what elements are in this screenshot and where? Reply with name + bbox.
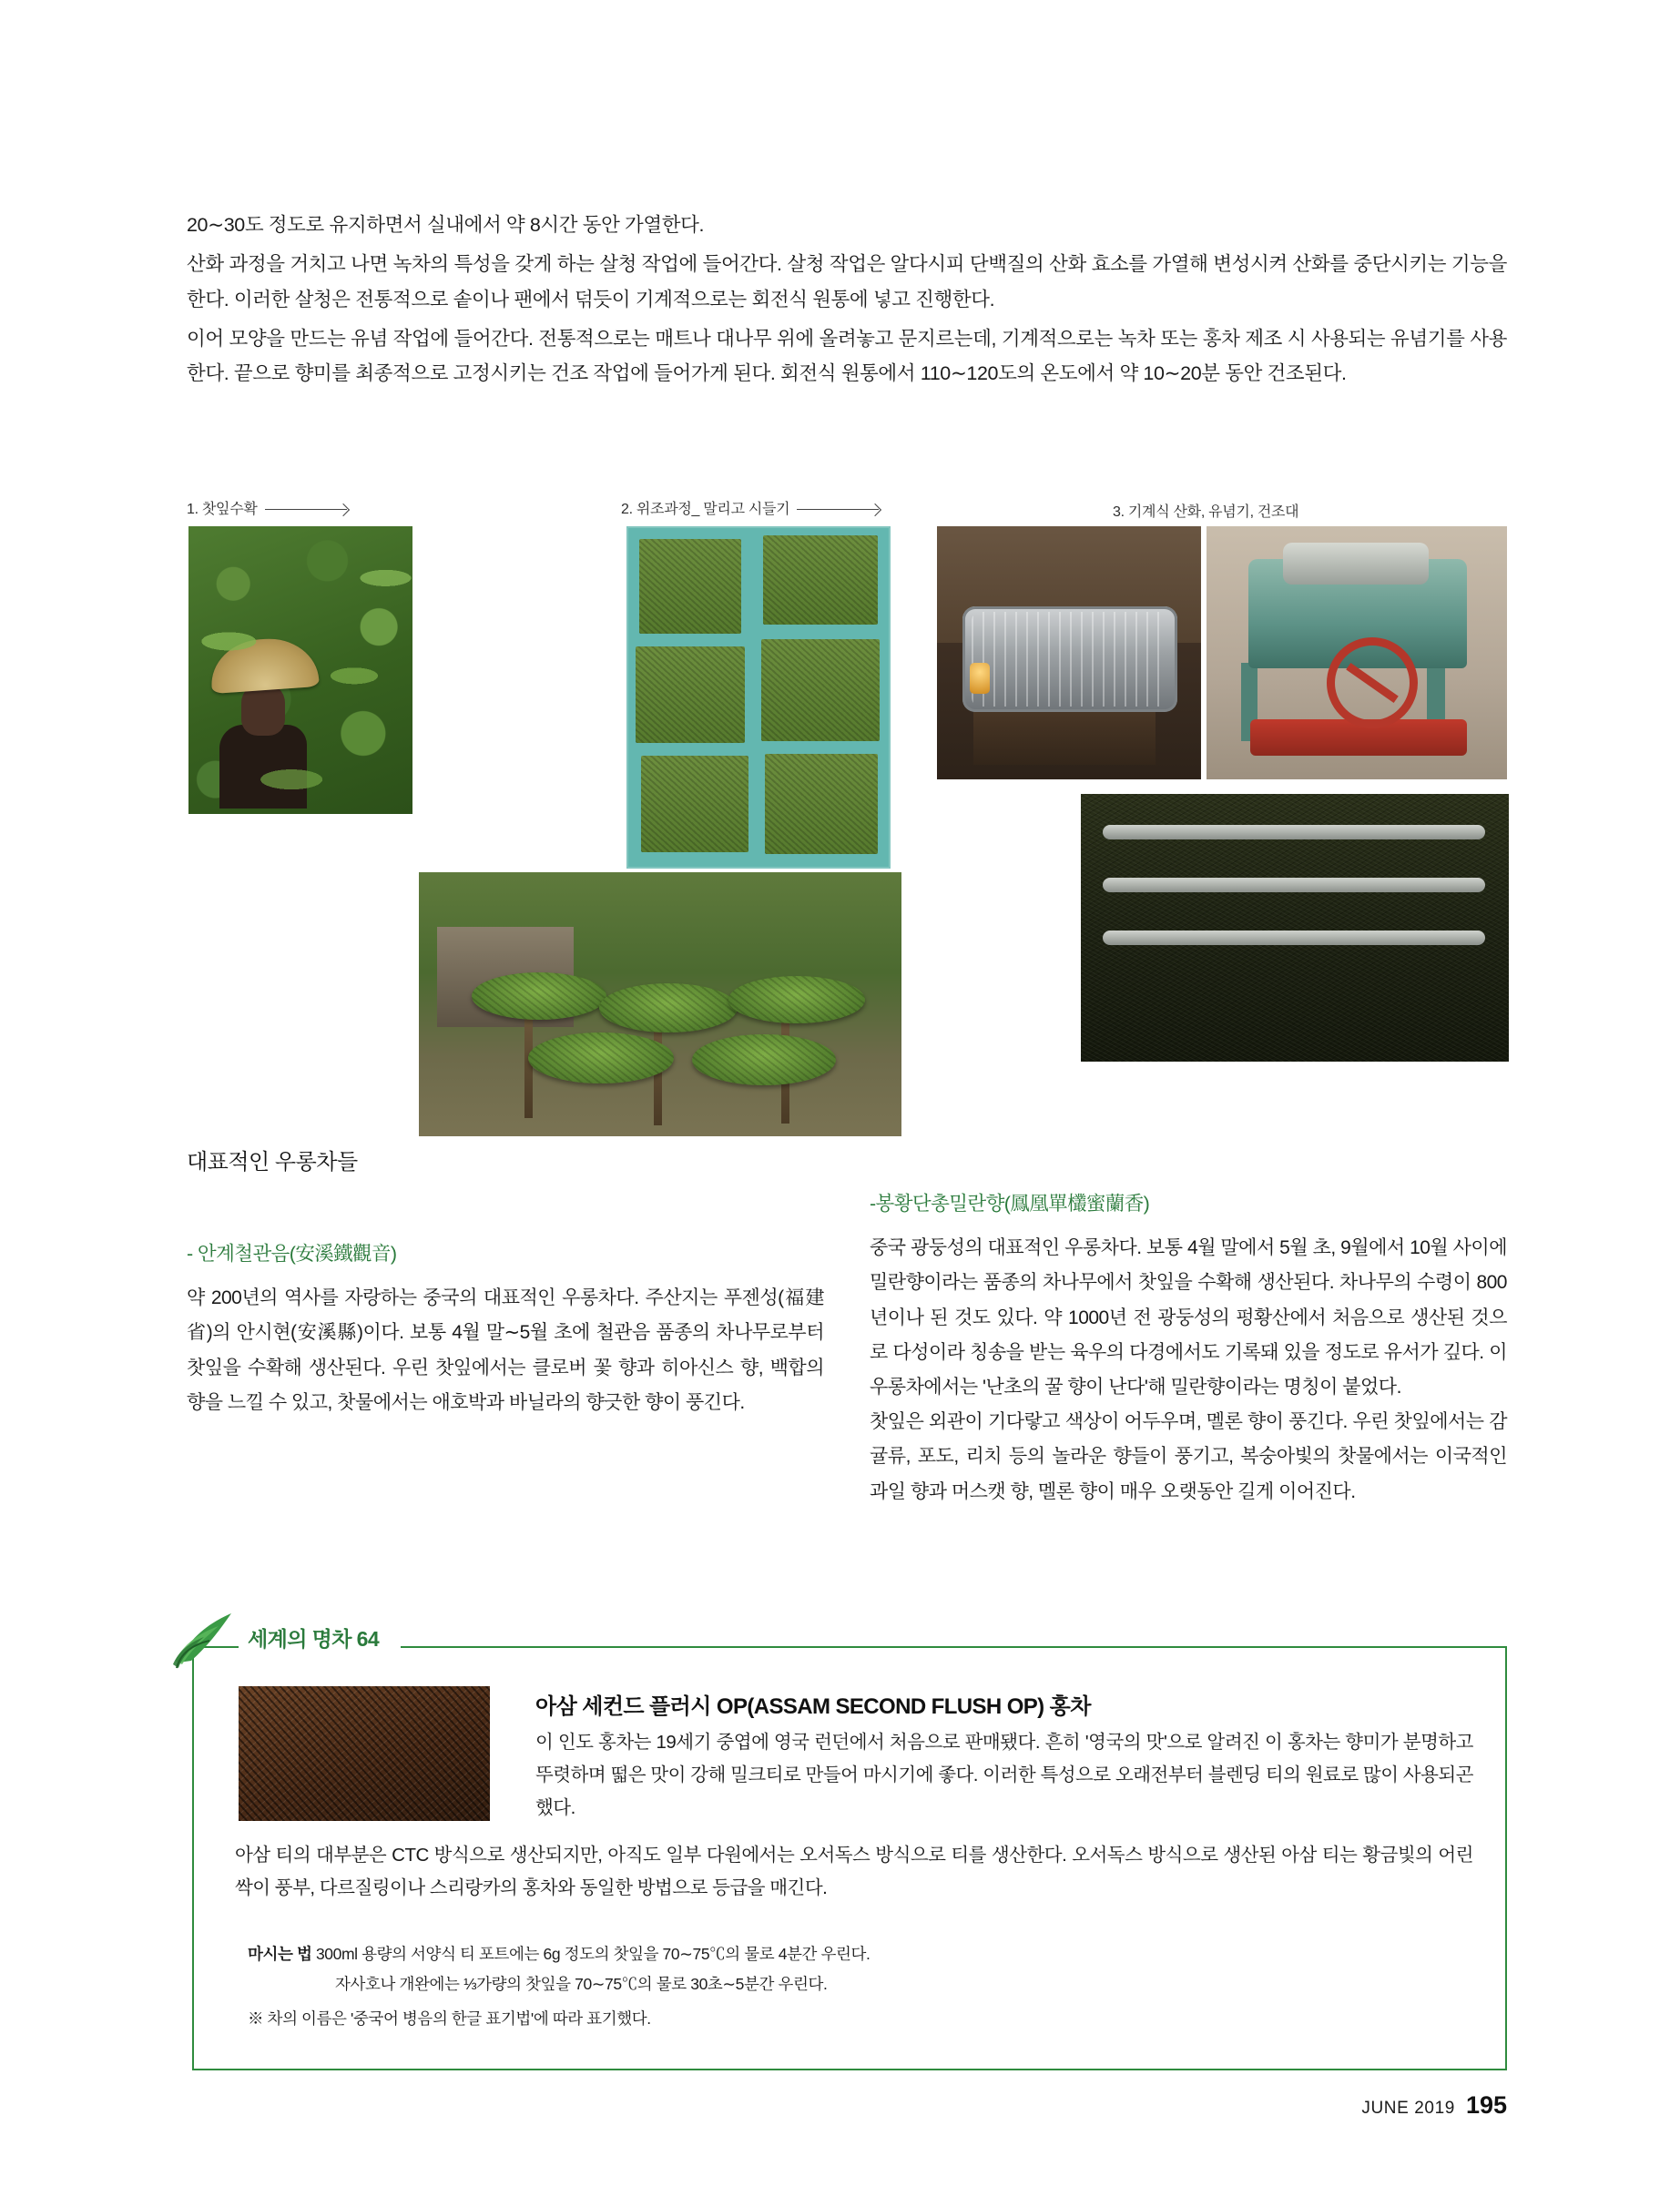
brewing-label: 마시는 법 [248,1945,312,1963]
photo-leaf-patch [641,756,748,852]
photo-leaf-patch [636,646,745,743]
intro-text-block [187,208,1507,395]
photo-rotary-drum [962,606,1177,712]
issue-label: JUNE 2019 [1361,2099,1455,2118]
photo-caption-3-label: 3. 기계식 산화, 유념기, 건조대 [1113,504,1299,520]
column-left-body: 약 200년의 역사를 자랑하는 중국의 대표적인 우롱차다. 주산지는 푸젠성(福建省)의 안시현(安溪縣)이다. 보통 4월 말∼5월 초에 철관음 품종의 차나무로부터 찻잎을 수확해 생산된다. 우린 찻잎에서는 클로버 꽃 향과 히아신스 향, 백합의 향을 느낄 수 있고, 찻물에서는 애호박과 바닐라의 향긋한 향이 풍긴다. [187,1287,824,1413]
column-right-body-2: 찻잎은 외관이 기다랗고 색상이 어두우며, 멜론 향이 풍긴다. 우린 찻잎에서는 감귤류, 포도, 리치 등의 놀라운 향들이 풍기고, 복숭아빛의 찻물에서는 이국적인 과일 향과 머스캣 향, 멜론 향이 매우 오랫동안 길게 이어진다. [870,1411,1507,1502]
brewing-instructions [248,1939,1468,2034]
caption-rule-icon [265,509,347,510]
photo-shelf-rail [1103,931,1485,945]
photo-caption-2-label: 2. 위조과정_ 말리고 시들기 [621,502,790,517]
feature-box-tab [239,1622,401,1653]
photo-caption-2 [621,497,879,518]
photo-drying-tray [472,972,606,1020]
section-title: 대표적인 우롱차들 [187,1150,358,1175]
photo-machine-lid [1283,543,1429,585]
photo-rolling-machine [1207,526,1507,779]
column-anxi-tieguanyin [187,1236,824,1420]
brewing-note: ※ 차의 이름은 '중국어 병음의 한글 표기법'에 따라 표기했다. [248,2009,651,2028]
photo-drying-tray [528,1032,674,1083]
feature-box-paragraph-1: 이 인도 홍차는 19세기 중엽에 영국 런던에서 처음으로 판매됐다. 흔히 '영국의 맛'으로 알려진 이 홍차는 향미가 분명하고 뚜렷하며 떫은 맛이 강해 밀크티로 만들어 마시기에 좋다. 이러한 특성으로 오래전부터 블렌딩 티의 원료로 많이 사용되곤 했다. [535,1732,1473,1819]
feature-box-title: 아삼 세컨드 플러시 OP(ASSAM SECOND FLUSH OP) 홍차 [535,1694,1091,1719]
photo-hand-wheel [1327,637,1418,728]
brewing-line-2: 자사호나 개완에는 ⅓가량의 찻잎을 70∼75℃의 물로 30초∼5분간 우린다. [335,1975,828,1994]
photo-dryer-trays [1081,794,1509,1062]
column-right-heading: -봉황단총밀란향(鳳凰單欉蜜蘭香) [870,1193,1150,1215]
photo-drying-racks [419,872,901,1136]
page-footer [1361,2091,1507,2120]
photo-leaf-patch [761,639,880,741]
photo-oxidation-drum [937,526,1201,779]
photo-machine-stand [973,710,1156,765]
feature-box-paragraph-2: 아삼 티의 대부분은 CTC 방식으로 생산되지만, 아직도 일부 다원에서는 오서독스 방식으로 티를 생산한다. 오서독스 방식으로 생산된 아삼 티는 황금빛의 어린 싹이 풍부, 다르질링이나 스리랑카의 홍차와 동일한 방법으로 등급을 매긴다. [235,1845,1473,1899]
photo-drying-tray [599,983,738,1032]
page-number: 195 [1465,2091,1507,2119]
column-left-heading: - 안계철관음(安溪鐵觀音) [187,1243,397,1265]
photo-foliage-overlay [188,526,412,814]
photo-withering-process [626,526,891,869]
photo-lamp [970,663,990,694]
photo-caption-1 [187,497,347,518]
photo-assam-tea-leaves [239,1686,490,1821]
photo-shelf-rail [1103,878,1485,892]
intro-paragraph-3: 이어 모양을 만드는 유념 작업에 들어간다. 전통적으로는 매트나 대나무 위에 올려놓고 문지르는데, 기계적으로는 녹차 또는 홍차 제조 시 사용되는 유념기를 사용한다. 끝으로 향미를 최종적으로 고정시키는 건조 작업에 들어가게 된다. 회전식 원통에서 110∼120도의 온도에서 약 10∼20분 동안 건조된다. [187,327,1507,385]
intro-paragraph-2: 산화 과정을 거치고 나면 녹차의 특성을 갖게 하는 살청 작업에 들어간다. 살청 작업은 알다시피 단백질의 산화 효소를 가열해 변성시켜 산화를 중단시키는 기능을 한다. 이러한 살청은 전통적으로 솥이나 팬에서 덖듯이 기계적으로는 회전식 원통에 넣고 진행한다. [187,253,1507,310]
intro-paragraph-1: 20∼30도 정도로 유지하면서 실내에서 약 8시간 동안 가열한다. [187,214,705,236]
column-right-body-1: 중국 광둥성의 대표적인 우롱차다. 보통 4월 말에서 5월 초, 9월에서 10월 사이에 밀란향이라는 품종의 차나무에서 찻잎을 수확해 생산된다. 차나무의 수령이 800년이나 된 것도 있다. 약 1000년 전 광둥성의 펑황산에서 처음으로 생산된 것으로 다성이라 칭송을 받는 육우의 다경에서도 기록돼 있을 정도로 유서가 깊다. 이 우롱차에서는 '난초의 꿀 향이 난다'해 밀란향이라는 명칭이 붙었다. [870,1237,1507,1398]
column-fenghuang-danzong [870,1186,1507,1510]
photo-tea-harvest [188,526,412,814]
photo-shelf-rail [1103,825,1485,839]
photo-caption-1-label: 1. 찻잎수확 [187,502,258,517]
photo-drying-tray [692,1034,836,1085]
brewing-line-1: 300ml 용량의 서양식 티 포트에는 6g 정도의 찻잎을 70∼75℃의 물로 4분간 우린다. [315,1945,871,1963]
feature-box-tab-label: 세계의 명차 64 [239,1622,388,1653]
photo-leaf-patch [639,539,741,634]
caption-rule-icon [797,509,879,510]
photo-leaf-patch [765,754,878,854]
photo-caption-3 [1113,500,1298,521]
photo-leaf-patch [763,535,878,625]
photo-drying-tray [728,976,865,1023]
tea-leaf-icon [171,1604,242,1670]
